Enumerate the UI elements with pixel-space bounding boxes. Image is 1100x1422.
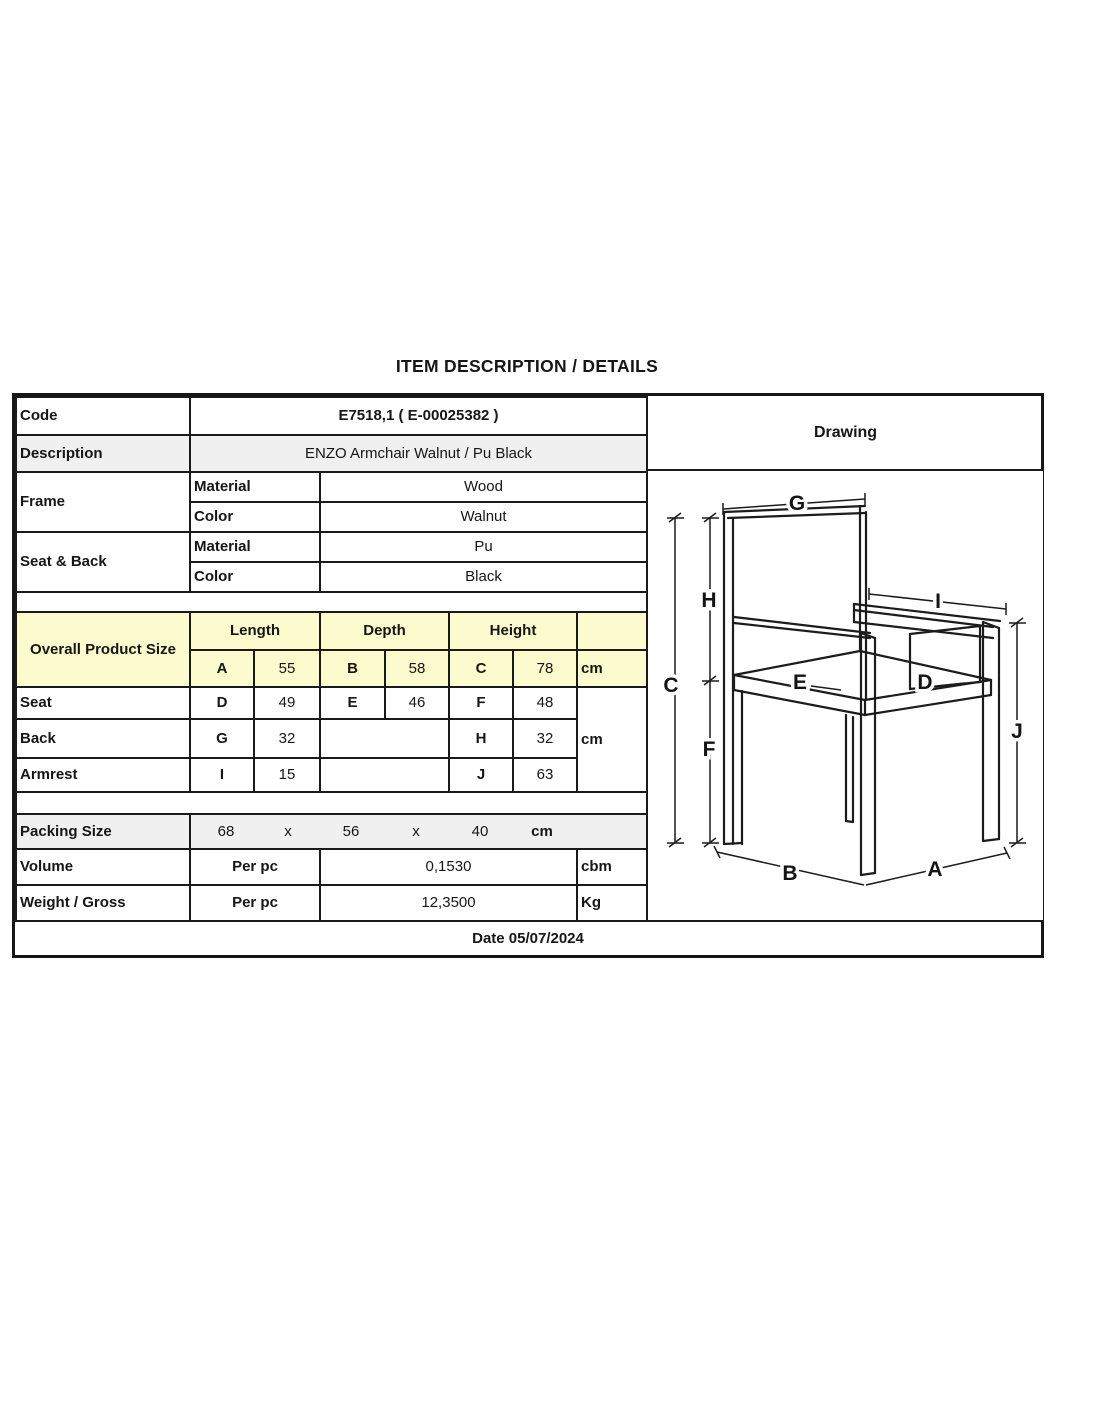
packing-x-2: x bbox=[412, 822, 420, 840]
row-seatback-material bbox=[16, 532, 647, 562]
seat-v3: 48 bbox=[513, 687, 577, 719]
row-volume bbox=[16, 849, 647, 885]
size-col-depth: Depth bbox=[320, 612, 449, 650]
dim-label-f: F bbox=[702, 738, 716, 761]
spacer-cell bbox=[16, 592, 647, 612]
seat-k1: D bbox=[190, 687, 254, 719]
drawing-column bbox=[648, 396, 1043, 922]
armrest-v3: 63 bbox=[513, 758, 577, 792]
row-packing bbox=[16, 814, 647, 849]
overall-k1: A bbox=[190, 650, 254, 687]
row-back-dims bbox=[16, 719, 647, 758]
row-description bbox=[16, 435, 647, 472]
row-size-header bbox=[16, 612, 647, 650]
row-armrest-dims bbox=[16, 758, 647, 792]
spec-table bbox=[15, 396, 648, 922]
chair-frame-lines bbox=[724, 506, 1000, 875]
seatback-color-label: Color bbox=[190, 562, 320, 592]
dim-label-i: I bbox=[935, 590, 941, 613]
overall-v3: 78 bbox=[513, 650, 577, 687]
overall-k3: C bbox=[449, 650, 513, 687]
page-title: ITEM DESCRIPTION / DETAILS bbox=[395, 356, 659, 376]
description-label: Description bbox=[16, 435, 190, 472]
back-depth-empty bbox=[320, 719, 449, 758]
frame-material-label: Material bbox=[190, 472, 320, 502]
drawing-header: Drawing bbox=[648, 396, 1043, 471]
seat-k3: F bbox=[449, 687, 513, 719]
weight-unit: Kg bbox=[577, 885, 647, 921]
packing-label: Packing Size bbox=[16, 814, 190, 849]
seatback-label: Seat & Back bbox=[16, 532, 190, 592]
dimension-labels bbox=[663, 492, 1022, 885]
packing-unit: cm bbox=[531, 822, 553, 840]
dim-label-d: D bbox=[917, 671, 933, 694]
overall-v2: 58 bbox=[385, 650, 449, 687]
size-col-height: Height bbox=[449, 612, 577, 650]
volume-unit: cbm bbox=[577, 849, 647, 885]
volume-label: Volume bbox=[16, 849, 190, 885]
weight-per-pc: Per pc bbox=[190, 885, 320, 921]
packing-dim-1: 68 bbox=[217, 822, 235, 840]
packing-dim-2: 56 bbox=[342, 822, 360, 840]
back-v1: 32 bbox=[254, 719, 320, 758]
volume-value: 0,1530 bbox=[320, 849, 577, 885]
dim-label-h: H bbox=[701, 589, 717, 612]
packing-x-1: x bbox=[284, 822, 292, 840]
frame-material-value: Wood bbox=[320, 472, 647, 502]
code-value: E7518,1 ( E-00025382 ) bbox=[190, 397, 647, 435]
back-v3: 32 bbox=[513, 719, 577, 758]
back-k1: G bbox=[190, 719, 254, 758]
seatback-material-label: Material bbox=[190, 532, 320, 562]
dim-label-c: C bbox=[663, 674, 679, 697]
packing-values bbox=[190, 814, 647, 849]
dim-label-e: E bbox=[793, 671, 808, 694]
seatback-color-value: Black bbox=[320, 562, 647, 592]
seatback-material-value: Pu bbox=[320, 532, 647, 562]
description-value: ENZO Armchair Walnut / Pu Black bbox=[190, 435, 647, 472]
armrest-row-label: Armrest bbox=[16, 758, 190, 792]
row-frame-material bbox=[16, 472, 647, 502]
size-unit-header-empty bbox=[577, 612, 647, 650]
back-row-label: Back bbox=[16, 719, 190, 758]
chair-drawing bbox=[648, 471, 1043, 920]
volume-per-pc: Per pc bbox=[190, 849, 320, 885]
armrest-v1: 15 bbox=[254, 758, 320, 792]
overall-v1: 55 bbox=[254, 650, 320, 687]
armrest-depth-empty bbox=[320, 758, 449, 792]
spec-sheet-table bbox=[12, 393, 1044, 958]
dimension-lines bbox=[667, 493, 1026, 885]
dim-label-b: B bbox=[782, 862, 798, 885]
frame-color-value: Walnut bbox=[320, 502, 647, 532]
size-col-length: Length bbox=[190, 612, 320, 650]
seat-v1: 49 bbox=[254, 687, 320, 719]
weight-value: 12,3500 bbox=[320, 885, 577, 921]
sheet-main bbox=[15, 396, 1041, 922]
frame-color-label: Color bbox=[190, 502, 320, 532]
overall-k2: B bbox=[320, 650, 385, 687]
packing-dim-3: 40 bbox=[471, 822, 489, 840]
back-k3: H bbox=[449, 719, 513, 758]
seat-row-label: Seat bbox=[16, 687, 190, 719]
dim-label-a: A bbox=[927, 858, 943, 881]
dim-label-j: J bbox=[1011, 720, 1023, 743]
row-spacer-2 bbox=[16, 792, 647, 814]
row-seat-dims bbox=[16, 687, 647, 719]
row-code bbox=[16, 397, 647, 435]
seat-k2: E bbox=[320, 687, 385, 719]
dim-label-g: G bbox=[788, 492, 806, 515]
armrest-k3: J bbox=[449, 758, 513, 792]
weight-label: Weight / Gross bbox=[16, 885, 190, 921]
armrest-k1: I bbox=[190, 758, 254, 792]
spacer-cell-2 bbox=[16, 792, 647, 814]
row-spacer-1 bbox=[16, 592, 647, 612]
overall-unit: cm bbox=[577, 650, 647, 687]
chair-drawing-svg bbox=[648, 471, 1043, 920]
frame-label: Frame bbox=[16, 472, 190, 532]
size-rows-unit: cm bbox=[577, 687, 647, 792]
code-label: Code bbox=[16, 397, 190, 435]
seat-v2: 46 bbox=[385, 687, 449, 719]
date-row: Date 05/07/2024 bbox=[472, 930, 584, 947]
row-weight bbox=[16, 885, 647, 921]
size-header-label: Overall Product Size bbox=[16, 612, 190, 687]
packing-values-grid bbox=[194, 823, 643, 840]
